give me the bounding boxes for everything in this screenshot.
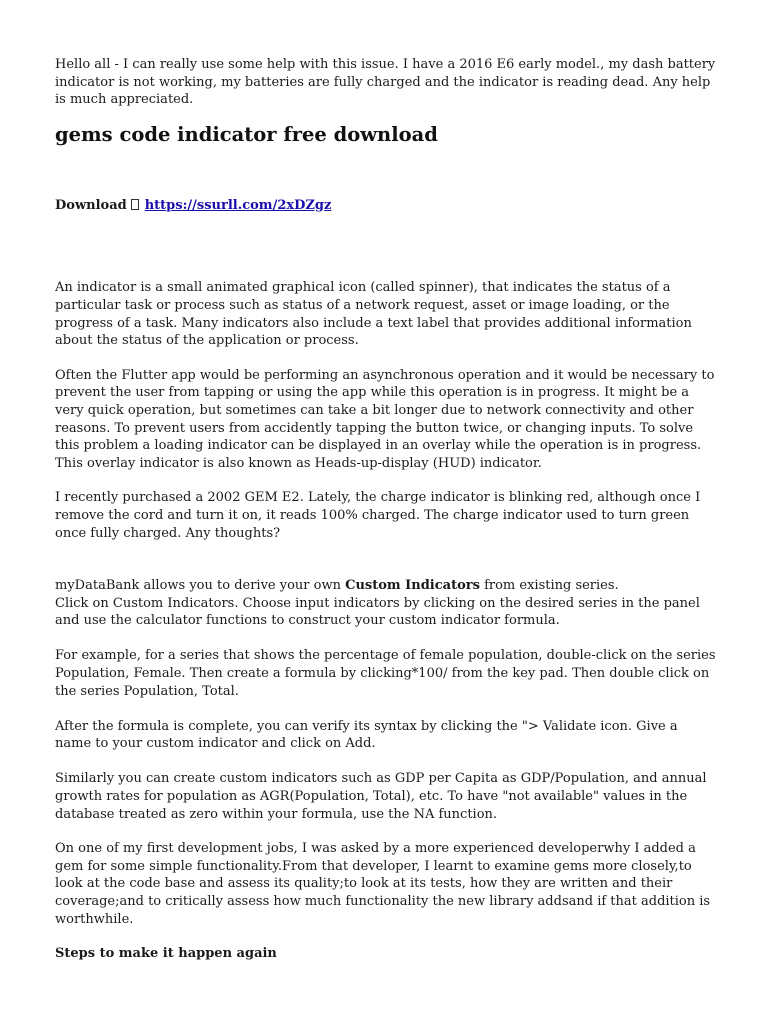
paragraph-flutter: Often the Flutter app would be performing an asynchronous operation and it would be necessary to prevent the user from tapping or using the app while this operation is in progress. It might be a very quick operation, but sometimes can take a bit longer due to network connectivity and other reasons. To prevent users from accidently tapping the button twice, or changing inputs. To solve this problem a loading indicator can be displayed in an overlay while the operation is in progress. This overlay indicator is also known as Heads-up-display (HUD) indicator. <box>55 367 715 471</box>
steps-heading: Steps to make it happen again <box>55 946 277 962</box>
paragraph-development-jobs: On one of my first development jobs, I was asked by a more experienced developerwhy I added a gem for some simple functionality.From that developer, I learnt to examine gems more closely,to look at the code base and assess its quality;to look at its tests, how they are written and their coverage;and to critically assess how much functionality the new library addsand if that addition is worthwhile. <box>55 841 711 927</box>
mydatabank-line2: Click on Custom Indicators. Choose input indicators by clicking on the desired series in the panel and use the calculator functions to construct your custom indicator formula. <box>55 595 700 629</box>
mydatabank-pre: myDataBank allows you to derive your own <box>55 578 346 594</box>
intro-paragraph: Hello all - I can really use some help with this issue. I have a 2016 E6 early model., my dash battery indicator is not working, my batteries are fully charged and the indicator is reading dead. Any help is much appreciated. <box>55 57 716 108</box>
paragraph-mydatabank <box>55 577 717 630</box>
paragraph-gem-e2: I recently purchased a 2002 GEM E2. Lately, the charge indicator is blinking red, although once I remove the cord and turn it on, it reads 100% charged. The charge indicator used to turn green once fully charged. Any thoughts? <box>55 490 701 541</box>
paragraph-example: For example, for a series that shows the percentage of female population, double-click on the series Population, Female. Then create a formula by clicking*100/ from the key pad. Then double click on the series Population, Total. <box>55 648 716 699</box>
box-glyph-icon <box>131 199 139 210</box>
mydatabank-post: from existing series. <box>479 578 619 594</box>
paragraph-validate: After the formula is complete, you can verify its syntax by clicking the "> Validate icon. Give a name to your custom indicator and click on Add. <box>55 718 678 752</box>
custom-indicators-bold: Custom Indicators <box>345 578 480 594</box>
document-page <box>55 56 717 963</box>
download-line <box>55 197 717 215</box>
download-label: Download <box>55 197 127 213</box>
page-title: gems code indicator free download <box>55 122 438 146</box>
paragraph-indicator-definition: An indicator is a small animated graphical icon (called spinner), that indicates the status of a particular task or process such as status of a network request, asset or image loading, or the progress of a task. Many indicators also include a text label that provides additional information about the status of the application or process. <box>55 280 692 349</box>
download-link[interactable]: https://ssurll.com/2xDZgz <box>144 197 332 213</box>
paragraph-gdp: Similarly you can create custom indicators such as GDP per Capita as GDP/Population, and annual growth rates for population as AGR(Population, Total), etc. To have "not available" values in the database treated as zero within your formula, use the NA function. <box>55 771 707 822</box>
